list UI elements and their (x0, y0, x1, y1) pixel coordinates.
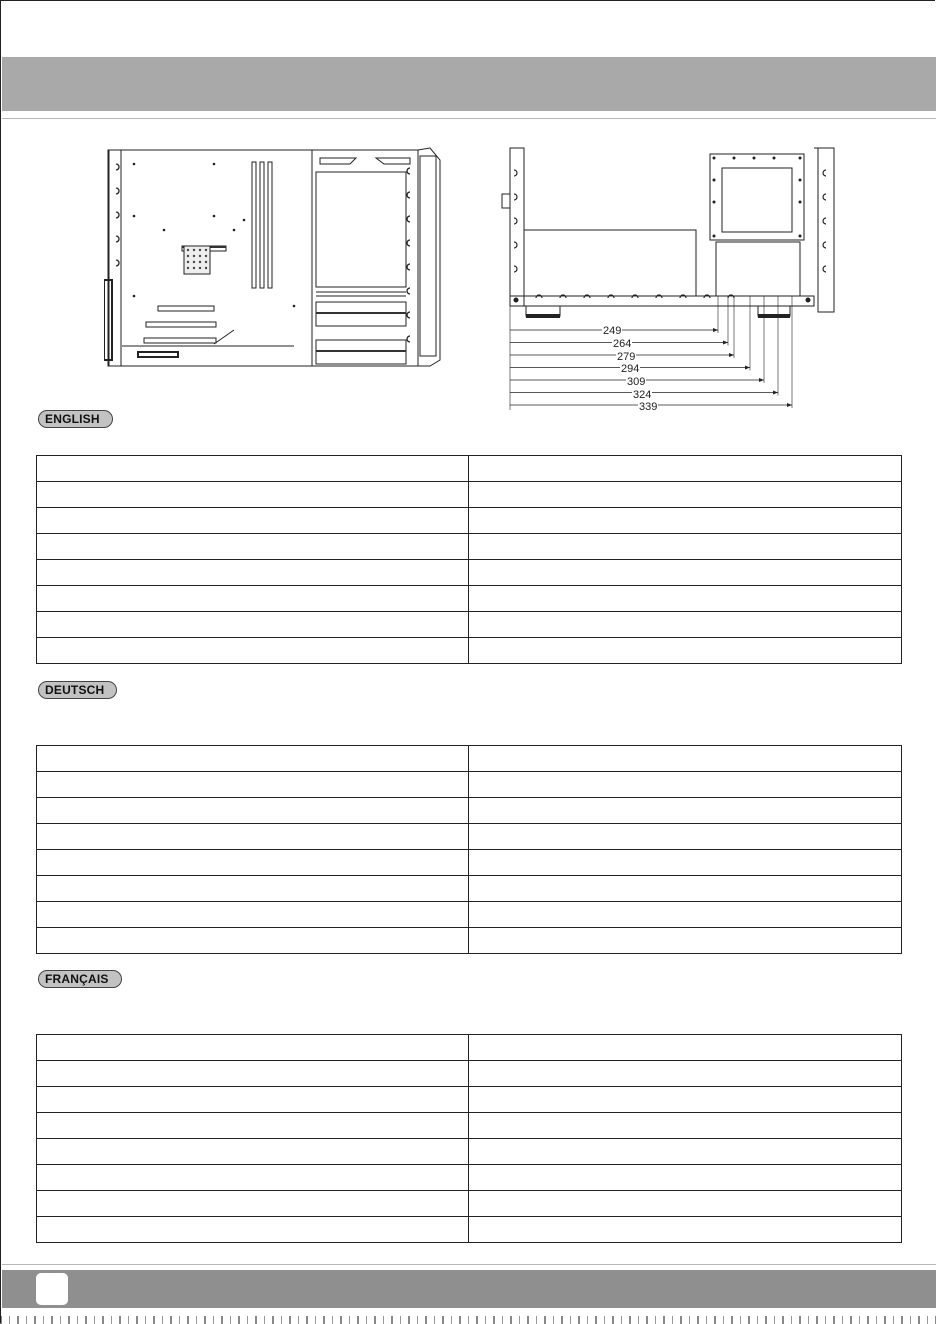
spec-table-body (37, 746, 902, 954)
table-row (37, 798, 902, 824)
spec-label-cell (37, 746, 469, 772)
dimension-arrow (723, 341, 728, 345)
spec-value-cell (469, 928, 902, 954)
dimension-arrow (759, 378, 764, 382)
table-row (37, 612, 902, 638)
page-number-box (36, 1273, 68, 1305)
spec-value-cell (469, 560, 902, 586)
spec-label-cell (37, 456, 469, 482)
table-row (37, 928, 902, 954)
language-badge-english (38, 410, 113, 428)
spec-value-cell (469, 534, 902, 560)
table-row (37, 560, 902, 586)
spec-value-cell (469, 1061, 902, 1087)
table-row (37, 1113, 902, 1139)
spec-value-cell (469, 1139, 902, 1165)
spec-value-cell (469, 1217, 902, 1243)
table-row (37, 746, 902, 772)
table-row (37, 1061, 902, 1087)
table-row (37, 876, 902, 902)
spec-value-cell (469, 876, 902, 902)
table-row (37, 772, 902, 798)
spec-label-cell (37, 638, 469, 664)
table-row (37, 902, 902, 928)
dimension-arrow (745, 366, 750, 370)
spec-value-cell (469, 824, 902, 850)
spec-label-cell (37, 1113, 469, 1139)
spec-value-cell (469, 612, 902, 638)
table-row (37, 1087, 902, 1113)
footer-rule (2, 1264, 936, 1265)
spec-label-cell (37, 928, 469, 954)
spec-label-cell (37, 612, 469, 638)
case-side-view-drawing (496, 146, 846, 414)
dimension-label-249: 249 (603, 325, 622, 337)
spec-value-cell (469, 456, 902, 482)
spec-value-cell (469, 638, 902, 664)
header-rule (2, 118, 936, 119)
dimension-label-279: 279 (617, 351, 636, 363)
spec-table-body (37, 1035, 902, 1243)
spec-value-cell (469, 772, 902, 798)
spec-value-cell (469, 1191, 902, 1217)
case-front-view-drawing (104, 146, 444, 370)
dimension-arrow (787, 403, 792, 407)
spec-value-cell (469, 482, 902, 508)
spec-value-cell (469, 1165, 902, 1191)
spec-label-cell (37, 850, 469, 876)
table-row (37, 586, 902, 612)
table-row (37, 1191, 902, 1217)
table-row (37, 1217, 902, 1243)
table-row (37, 456, 902, 482)
spec-value-cell (469, 902, 902, 928)
language-badge-deutsch (38, 681, 117, 699)
dimension-label-324: 324 (633, 389, 652, 401)
spec-value-cell (469, 586, 902, 612)
header-band (2, 57, 936, 111)
spec-label-cell (37, 1035, 469, 1061)
footer-band (2, 1270, 936, 1308)
spec-label-cell (37, 1165, 469, 1191)
dimension-arrow (729, 353, 734, 357)
dimension-label-309: 309 (627, 376, 646, 388)
dimension-label-339: 339 (639, 401, 658, 413)
language-label: FRANÇAIS (45, 972, 109, 986)
spec-value-cell (469, 798, 902, 824)
dimension-label-264: 264 (613, 338, 632, 350)
spec-value-cell (469, 508, 902, 534)
spec-value-cell (469, 1113, 902, 1139)
spec-table-francais (36, 1034, 902, 1243)
spec-table-deutsch (36, 745, 902, 954)
table-row (37, 482, 902, 508)
spec-table-english (36, 455, 902, 664)
spec-value-cell (469, 1087, 902, 1113)
spec-table-body (37, 456, 902, 664)
table-row (37, 638, 902, 664)
spec-label-cell (37, 1087, 469, 1113)
spec-label-cell (37, 1139, 469, 1165)
spec-label-cell (37, 482, 469, 508)
table-row (37, 1165, 902, 1191)
dimension-arrow (713, 328, 718, 332)
spec-label-cell (37, 772, 469, 798)
spec-value-cell (469, 1035, 902, 1061)
spec-label-cell (37, 560, 469, 586)
spec-value-cell (469, 746, 902, 772)
spec-label-cell (37, 1061, 469, 1087)
dimension-label-294: 294 (621, 363, 640, 375)
spec-label-cell (37, 798, 469, 824)
language-label: ENGLISH (45, 412, 100, 426)
spec-label-cell (37, 902, 469, 928)
table-row (37, 1035, 902, 1061)
table-row (37, 850, 902, 876)
table-row (37, 824, 902, 850)
spec-label-cell (37, 586, 469, 612)
spec-label-cell (37, 534, 469, 560)
table-row (37, 508, 902, 534)
language-badge-francais (38, 970, 122, 988)
bottom-edge-strip (0, 1316, 936, 1324)
language-label: DEUTSCH (45, 683, 105, 697)
spec-label-cell (37, 876, 469, 902)
spec-label-cell (37, 824, 469, 850)
spec-label-cell (37, 1217, 469, 1243)
spec-label-cell (37, 508, 469, 534)
dimension-arrow (773, 391, 778, 395)
spec-value-cell (469, 850, 902, 876)
table-row (37, 534, 902, 560)
table-row (37, 1139, 902, 1165)
spec-label-cell (37, 1191, 469, 1217)
